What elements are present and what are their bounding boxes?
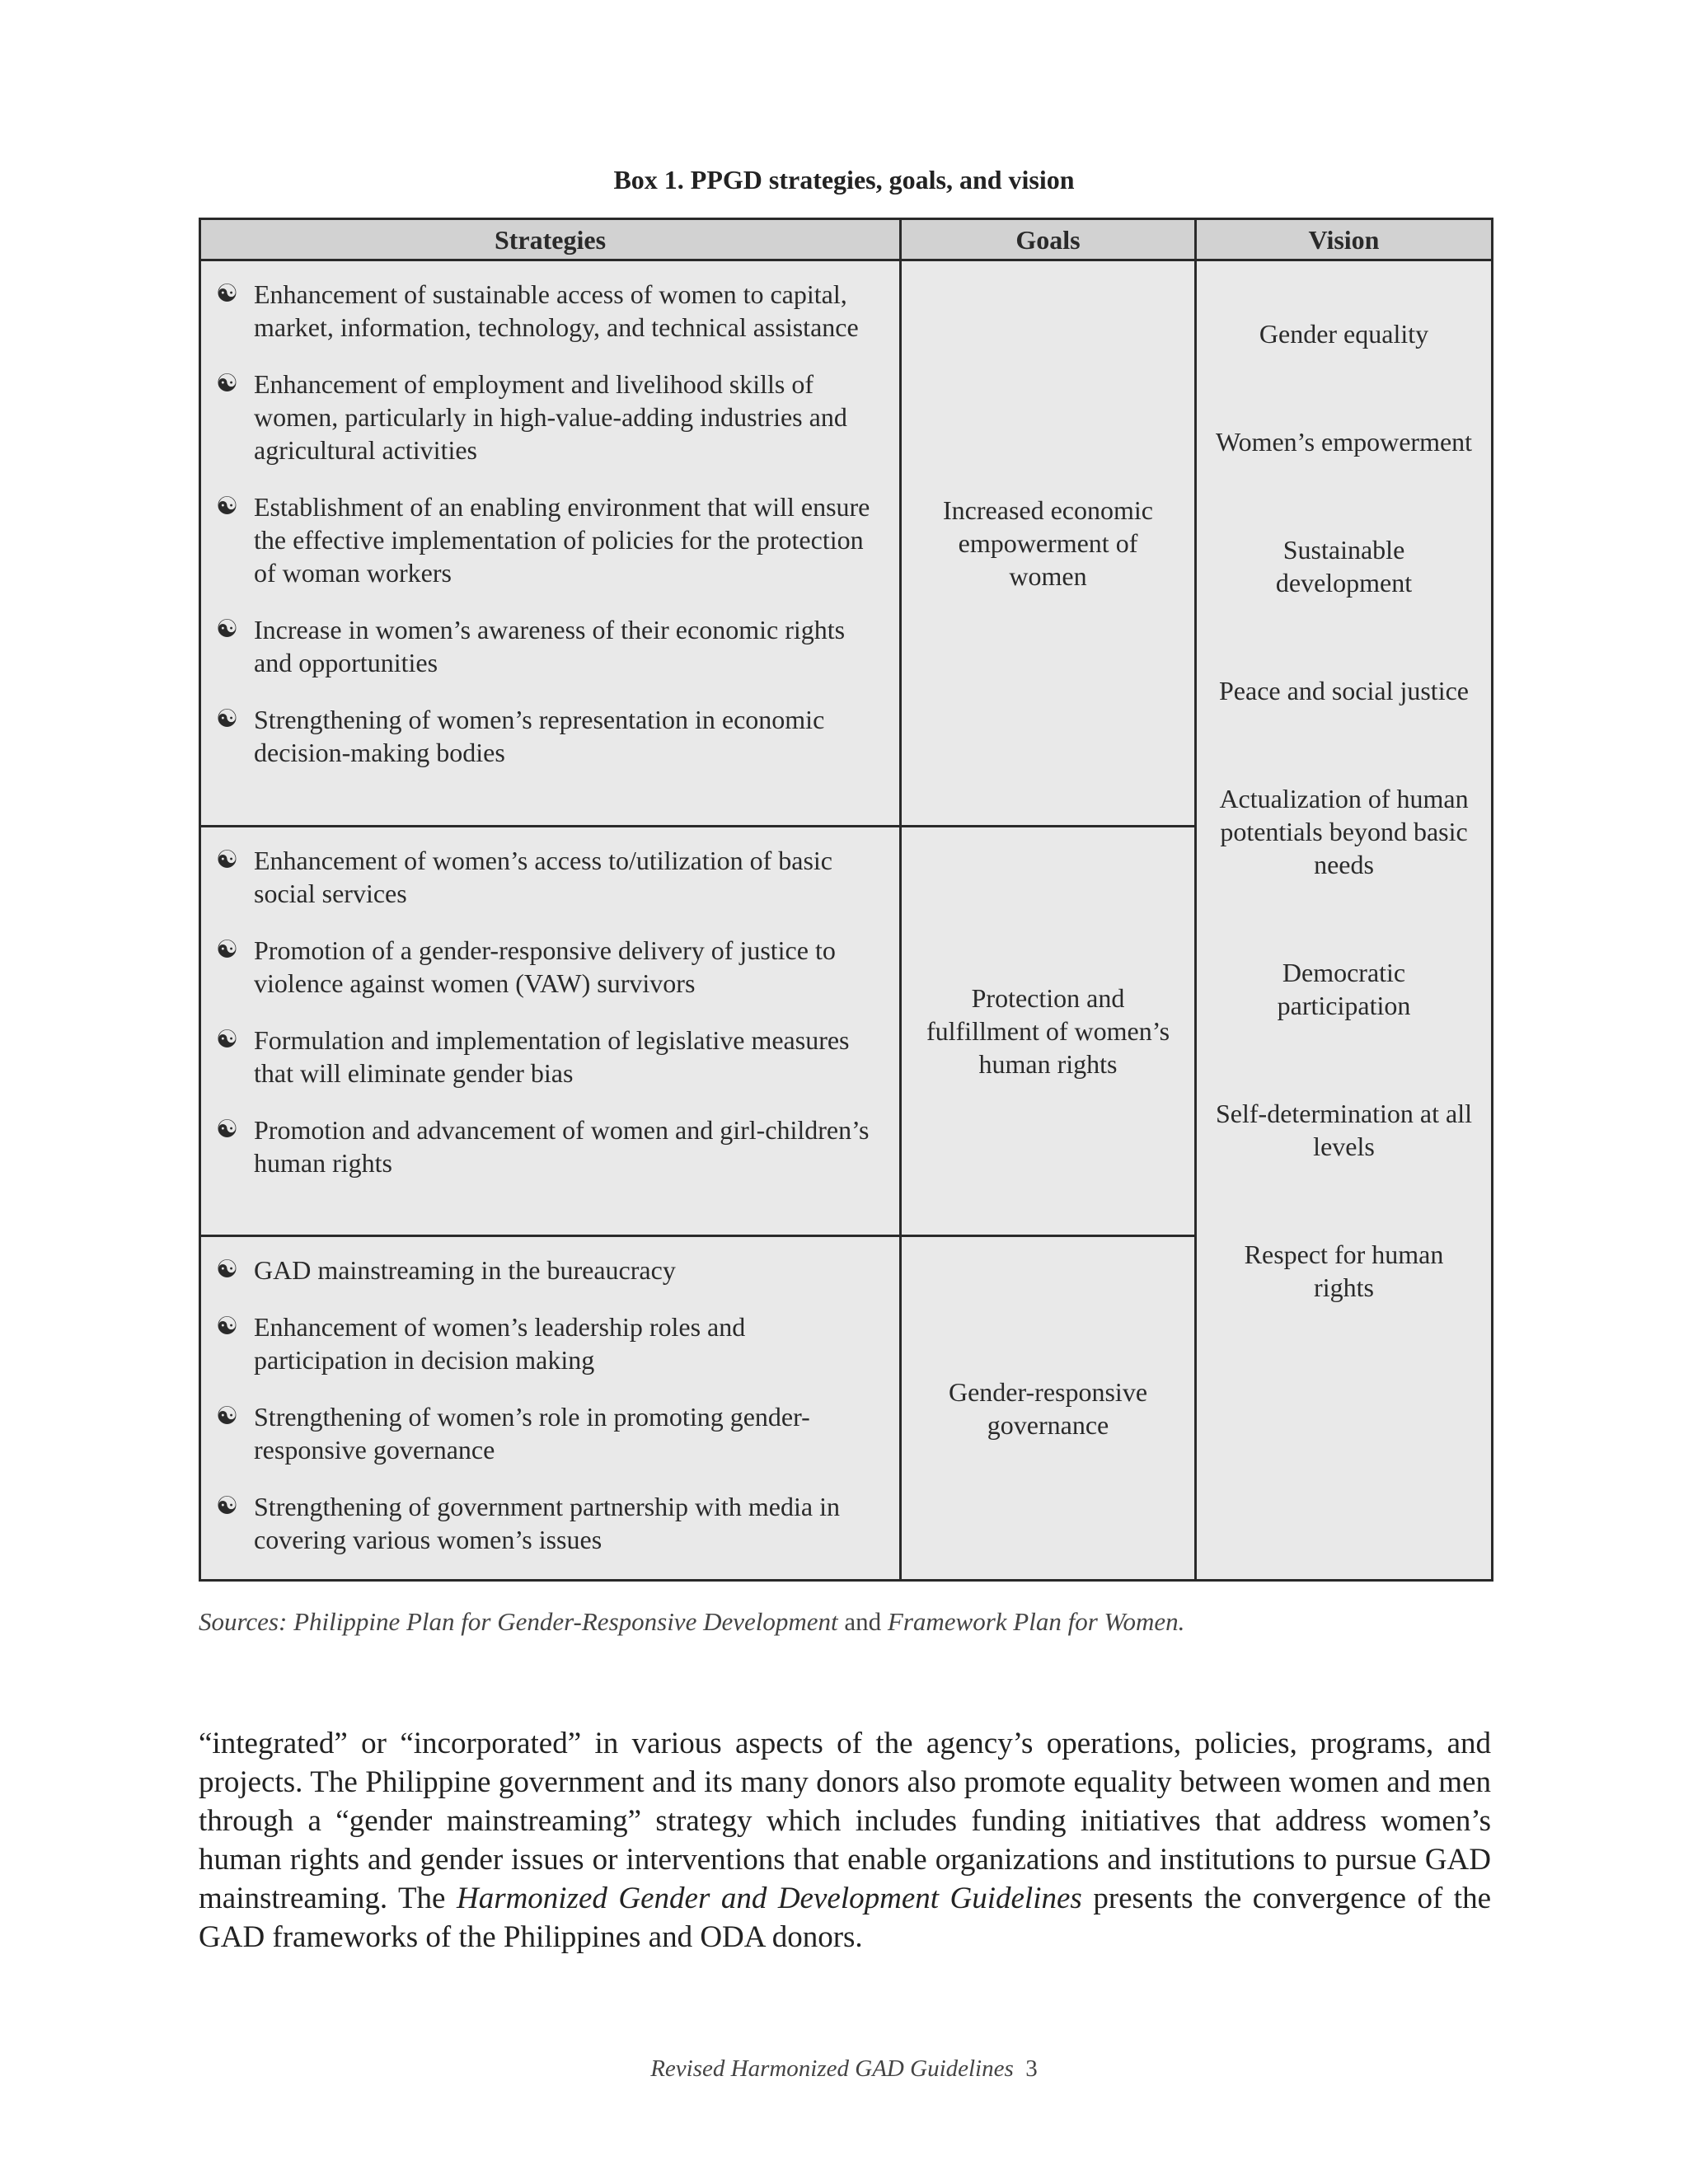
yin-yang-icon: ☯: [216, 705, 238, 733]
strategy-list: [216, 844, 883, 1179]
strategy-item: ☯ Strengthening of government partnership with media in covering various women’s issues: [216, 1492, 840, 1554]
yin-yang-icon: ☯: [216, 1255, 238, 1284]
table-row: [200, 260, 1493, 827]
yin-yang-icon: ☯: [216, 492, 238, 521]
vision-item: Sustainable development: [1275, 535, 1413, 598]
vision-item: Actualization of human potentials beyond basic needs: [1219, 784, 1469, 879]
yin-yang-icon: ☯: [216, 935, 238, 964]
strategy-item: ☯ Establishment of an enabling environment that will ensure the effective implementation of policies for the protection of woman workers: [216, 492, 870, 588]
strategy-item: ☯ GAD mainstreaming in the bureaucracy: [216, 1255, 676, 1285]
goal-cell: Increased economic empowerment of women: [901, 260, 1196, 827]
yin-yang-icon: ☯: [216, 846, 238, 874]
strategy-item: ☯ Strengthening of women’s representation in economic decision-making bodies: [216, 705, 825, 767]
vision-item: Women’s empowerment: [1215, 427, 1473, 457]
goals-header: Goals: [901, 219, 1196, 260]
strategies-cell: [200, 260, 901, 827]
ppgd-table: [199, 218, 1493, 1582]
yin-yang-icon: ☯: [216, 1025, 238, 1054]
strategies-cell: [200, 827, 901, 1236]
strategy-item: ☯ Enhancement of sustainable access of women to capital, market, information, technology, and technical assistance: [216, 279, 859, 342]
strategies-header: Strategies: [200, 219, 901, 260]
sources-note: Sources: Philippine Plan for Gender-Responsive Development and Framework Plan for Women.: [199, 1607, 1185, 1636]
yin-yang-icon: ☯: [216, 1492, 238, 1521]
vision-cell: [1196, 260, 1493, 1581]
vision-item: Democratic participation: [1277, 958, 1411, 1020]
goal-cell: Protection and fulfillment of women’s human rights: [901, 827, 1196, 1236]
yin-yang-icon: ☯: [216, 615, 238, 644]
strategy-item: ☯ Enhancement of women’s access to/utilization of basic social services: [216, 846, 832, 908]
yin-yang-icon: ☯: [216, 1402, 238, 1431]
strategy-item: ☯ Promotion and advancement of women and girl-children’s human rights: [216, 1115, 870, 1178]
strategies-cell: [200, 1236, 901, 1581]
strategy-list: [216, 278, 883, 769]
strategy-item: ☯ Enhancement of employment and livelihood skills of women, particularly in high-value-adding industries and agricultural activities: [216, 369, 847, 465]
yin-yang-icon: ☯: [216, 369, 238, 398]
goal-cell: Gender-responsive governance: [901, 1236, 1196, 1581]
strategy-item: ☯ Strengthening of women’s role in promoting gender-responsive governance: [216, 1402, 810, 1465]
strategy-list: [216, 1254, 883, 1556]
yin-yang-icon: ☯: [216, 1312, 238, 1341]
vision-item: Gender equality: [1259, 319, 1429, 349]
footer-title: Revised Harmonized GAD Guidelines: [650, 2055, 1014, 2082]
vision-item: Self-determination at all levels: [1216, 1099, 1472, 1161]
vision-item: Peace and social justice: [1219, 676, 1469, 705]
page-number: 3: [1025, 2055, 1038, 2082]
strategy-item: ☯ Increase in women’s awareness of their economic rights and opportunities: [216, 615, 846, 677]
vision-item: Respect for human rights: [1244, 1240, 1444, 1302]
page-footer: [0, 2055, 1688, 2083]
box-title: Box 1. PPGD strategies, goals, and vision: [613, 165, 1075, 194]
vision-header: Vision: [1196, 219, 1493, 260]
body-paragraph: “integrated” or “incorporated” in various aspects of the agency’s operations, policies, programs, and projects. The Philippine government and its many donors also promote equality between women and men through a “gender mainstreaming” strategy which includes funding initiatives that address women’s human rights and gender issues or interventions that enable organizations and institutions to pursue GAD mainstreaming. The Harmonized Gender and Development Guidelines presents the convergence of the GAD frameworks of the Philippines and ODA donors.: [199, 1727, 1491, 1954]
yin-yang-icon: ☯: [216, 279, 238, 308]
strategy-item: ☯ Formulation and implementation of legislative measures that will eliminate gender bias: [216, 1025, 850, 1088]
strategy-item: ☯ Enhancement of women’s leadership roles and participation in decision making: [216, 1312, 746, 1375]
strategy-item: ☯ Promotion of a gender-responsive delivery of justice to violence against women (VAW) survivors: [216, 935, 836, 998]
table-header-row: [200, 219, 1493, 260]
yin-yang-icon: ☯: [216, 1115, 238, 1144]
